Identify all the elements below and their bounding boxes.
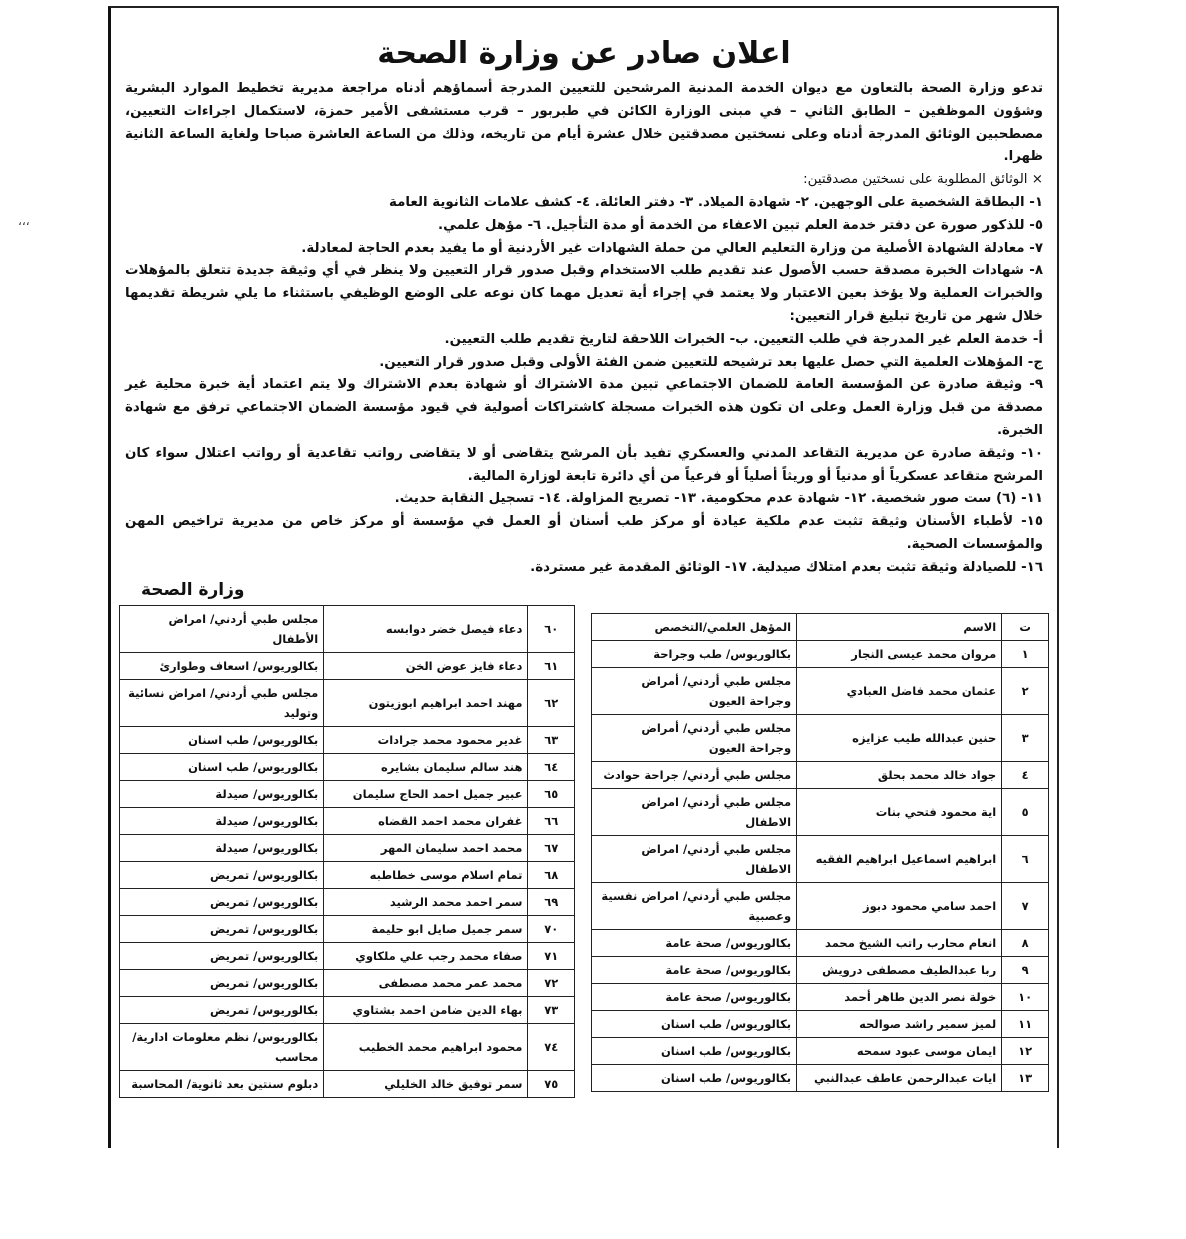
- table-row: [120, 943, 575, 970]
- table-row: [120, 606, 575, 653]
- row-name-cell: جواد خالد محمد بحلق: [797, 762, 1002, 789]
- row-qualification-cell: بكالوريوس/ طب اسنان: [592, 1038, 797, 1065]
- table-row: [592, 957, 1049, 984]
- row-qualification-cell: بكالوريوس/ صيدلة: [120, 781, 324, 808]
- announcement-sheet: [108, 6, 1059, 1148]
- row-qualification-cell: بكالوريوس/ طب اسنان: [120, 727, 324, 754]
- doc-item: ١٠- وثيقة صادرة عن مديرية التقاعد المدني والعسكري تفيد بأن المرشح يتقاضى أو لا يتقاضى رواتب تقاعدية أو رواتب اعتلال سواء كان المرشح متقاعد عسكرياً أو مدنياً أو وريثاً أصلياً أو فرعياً من أي دائرة تابعة لوزارة المالية.: [125, 445, 1043, 484]
- row-qualification-cell: بكالوريوس/ صيدلة: [120, 835, 324, 862]
- table-row: [120, 1071, 575, 1098]
- row-name-cell: عثمان محمد فاضل العبادي: [797, 668, 1002, 715]
- row-qualification-cell: بكالوريوس/ صحة عامة: [592, 957, 797, 984]
- row-number-cell: ٣: [1002, 715, 1049, 762]
- row-name-cell: محمد عمر محمد مصطفى: [324, 970, 528, 997]
- row-number-cell: ٧: [1002, 883, 1049, 930]
- doc-item: ٧- معادلة الشهادة الأصلية من وزارة التعليم العالي من حملة الشهادات غير الأردنية أو ما يفيد بعدم الحاجة لمعادلة.: [301, 240, 1043, 256]
- table-row: [120, 1024, 575, 1071]
- table-row: [592, 762, 1049, 789]
- row-name-cell: ايمان موسى عبود سمحه: [797, 1038, 1002, 1065]
- row-qualification-cell: بكالوريوس/ تمريض: [120, 970, 324, 997]
- row-name-cell: ربا عبدالطيف مصطفى درويش: [797, 957, 1002, 984]
- row-qualification-cell: مجلس طبي أردني/ امراض نفسية وعصبية: [592, 883, 797, 930]
- row-name-cell: محمود ابراهيم محمد الخطيب: [324, 1024, 528, 1071]
- row-number-cell: ١٢: [1002, 1038, 1049, 1065]
- row-number-cell: ٦: [1002, 836, 1049, 883]
- table-row: [120, 835, 575, 862]
- row-qualification-cell: بكالوريوس/ تمريض: [120, 889, 324, 916]
- table-row: [120, 680, 575, 727]
- doc-item: ٩- وثيقة صادرة عن المؤسسة العامة للضمان الاجتماعي تبين مدة الاشتراك أو شهادة بعدم الاشتراك ولا يتم اعتماد أية خبرة محلية غير مصدقة من قبل وزارة العمل وعلى ان تكون هذه الخبرات مسجلة كاشتراكات أصولية في قيود مؤسسة الضمان الاجتماعي ترفق مع شهادة الخبرة.: [125, 377, 1043, 438]
- row-qualification-cell: بكالوريوس/ تمريض: [120, 862, 324, 889]
- row-name-cell: اية محمود فتحي بنات: [797, 789, 1002, 836]
- row-number-cell: ٦١: [528, 653, 575, 680]
- table-row: [120, 754, 575, 781]
- row-qualification-cell: مجلس طبي أردني/ امراض الاطفال: [592, 836, 797, 883]
- row-name-cell: سمر جميل صايل ابو حليمة: [324, 916, 528, 943]
- table-row: [592, 930, 1049, 957]
- header-cell-name: الاسم: [797, 614, 1002, 641]
- table-row: [592, 641, 1049, 668]
- row-number-cell: ٦٢: [528, 680, 575, 727]
- table-row: [120, 862, 575, 889]
- row-name-cell: صفاء محمد رجب علي ملكاوي: [324, 943, 528, 970]
- row-number-cell: ٦٠: [528, 606, 575, 653]
- row-qualification-cell: بكالوريوس/ صيدلة: [120, 808, 324, 835]
- table-row: [120, 808, 575, 835]
- row-name-cell: دعاء فايز عوض الخن: [324, 653, 528, 680]
- table-row: [120, 916, 575, 943]
- doc-item: ١- البطاقة الشخصية على الوجهين. ٢- شهادة الميلاد. ٣- دفتر العائلة. ٤- كشف علامات الثانوية العامة: [388, 194, 1043, 210]
- row-name-cell: غدير محمود محمد جرادات: [324, 727, 528, 754]
- row-number-cell: ٧٣: [528, 997, 575, 1024]
- doc-item: ١٦- للصيادلة وثيقة تثبت بعدم امتلاك صيدلية. ١٧- الوثائق المقدمة غير مستردة.: [530, 559, 1043, 575]
- row-qualification-cell: مجلس طبي أردني/ امراض الأطفال: [120, 606, 324, 653]
- table-row: [592, 715, 1049, 762]
- row-qualification-cell: بكالوريوس/ تمريض: [120, 916, 324, 943]
- table-row: [120, 997, 575, 1024]
- row-name-cell: ابراهيم اسماعيل ابراهيم الفقيه: [797, 836, 1002, 883]
- row-qualification-cell: بكالوريوس/ نظم معلومات ادارية/ محاسب: [120, 1024, 324, 1071]
- doc-item: ٨- شهادات الخبرة مصدقة حسب الأصول عند تقديم طلب الاستخدام وقبل صدور قرار التعيين ولا ينظر في أي وثيقة جديدة تتعلق بالمؤهلات والخبرات العملية ولا يؤخذ بعين الاعتبار ولا يعتمد في إجراء أية تعديل مهما كان نوعه على الوضع الوظيفي باستثناء ما يلي شريطة تقديمها خلال شهر من تاريخ تبليغ قرار التعيين:: [125, 263, 1043, 324]
- row-name-cell: مهند احمد ابراهيم ابوزيتون: [324, 680, 528, 727]
- row-number-cell: ٥: [1002, 789, 1049, 836]
- table-row: [592, 984, 1049, 1011]
- row-number-cell: ١٠: [1002, 984, 1049, 1011]
- doc-item: ج- المؤهلات العلمية التي حصل عليها بعد ترشيحه للتعيين ضمن الفئة الأولى وقبل صدور قرار التعيين.: [379, 354, 1043, 370]
- row-number-cell: ٦٣: [528, 727, 575, 754]
- row-qualification-cell: بكالوريوس/ صحة عامة: [592, 930, 797, 957]
- table-row: [592, 883, 1049, 930]
- docs-heading: × الوثائق المطلوبة على نسختين مصدقتين:: [803, 172, 1043, 188]
- row-name-cell: دعاء فيصل خضر دوابسه: [324, 606, 528, 653]
- row-qualification-cell: مجلس طبي أردني/ امراض الاطفال: [592, 789, 797, 836]
- row-name-cell: بهاء الدين ضامن احمد بشتاوي: [324, 997, 528, 1024]
- announcement-title: اعلان صادر عن وزارة الصحة: [377, 36, 791, 71]
- row-number-cell: ٦٩: [528, 889, 575, 916]
- row-number-cell: ٦٥: [528, 781, 575, 808]
- row-qualification-cell: مجلس طبي أردني/ امراض نسائية وتوليد: [120, 680, 324, 727]
- row-qualification-cell: بكالوريوس/ صحة عامة: [592, 984, 797, 1011]
- header-cell-number: ت: [1002, 614, 1049, 641]
- row-qualification-cell: بكالوريوس/ طب اسنان: [592, 1065, 797, 1092]
- table-row: [592, 1065, 1049, 1092]
- table-row: [592, 668, 1049, 715]
- row-name-cell: حنين عبدالله طيب عزايزه: [797, 715, 1002, 762]
- row-qualification-cell: مجلس طبي أردني/ أمراض وجراحة العيون: [592, 668, 797, 715]
- row-qualification-cell: بكالوريوس/ طب اسنان: [120, 754, 324, 781]
- row-qualification-cell: بكالوريوس/ تمريض: [120, 943, 324, 970]
- row-number-cell: ١: [1002, 641, 1049, 668]
- row-qualification-cell: بكالوريوس/ طب وجراحة: [592, 641, 797, 668]
- row-name-cell: انعام محارب راتب الشيخ محمد: [797, 930, 1002, 957]
- table-row: [120, 727, 575, 754]
- row-name-cell: مروان محمد عيسى النجار: [797, 641, 1002, 668]
- doc-item: ١١- (٦) ست صور شخصية. ١٢- شهادة عدم محكومية. ١٣- تصريح المزاولة. ١٤- تسجيل النقابة حديث.: [394, 491, 1043, 507]
- table-row: [592, 789, 1049, 836]
- row-number-cell: ٦٨: [528, 862, 575, 889]
- header-cell-qualification: المؤهل العلمي/التخصص: [592, 614, 797, 641]
- row-number-cell: ١٣: [1002, 1065, 1049, 1092]
- table-row: [120, 970, 575, 997]
- row-number-cell: ٧١: [528, 943, 575, 970]
- table-row: [120, 781, 575, 808]
- row-name-cell: سمر احمد محمد الرشيد: [324, 889, 528, 916]
- row-number-cell: ٦٧: [528, 835, 575, 862]
- row-qualification-cell: دبلوم سنتين بعد ثانوية/ المحاسبة: [120, 1071, 324, 1098]
- row-number-cell: ١١: [1002, 1011, 1049, 1038]
- intro-paragraph: تدعو وزارة الصحة بالتعاون مع ديوان الخدمة المدنية المرشحين للتعيين المدرجة أسماؤهم أدناه مراجعة مديرية تخطيط الموارد البشرية وشؤون الموظفين – الطابق الثاني – في مبنى الوزارة الكائن في طبربور – قرب مستشفى الأمير حمزة، لاستكمال اجراءات التعيين، مصطحبين الوثائق المدرجة أدناه وعلى نسختين مصدقتين خلال عشرة أيام من تاريخه، وذلك من الساعة العاشرة صباحا ولغاية الساعة الثانية ظهرا.: [125, 81, 1043, 165]
- row-number-cell: ٢: [1002, 668, 1049, 715]
- table-row: [592, 1038, 1049, 1065]
- row-name-cell: غفران محمد احمد القضاه: [324, 808, 528, 835]
- row-number-cell: ٧٠: [528, 916, 575, 943]
- row-qualification-cell: بكالوريوس/ طب اسنان: [592, 1011, 797, 1038]
- row-number-cell: ٦٤: [528, 754, 575, 781]
- margin-note: ،،،: [18, 214, 30, 228]
- table-row: [120, 653, 575, 680]
- doc-item: ٥- للذكور صورة عن دفتر خدمة العلم تبين الاعفاء من الخدمة أو مدة التأجيل. ٦- مؤهل علمي.: [438, 217, 1043, 233]
- row-name-cell: احمد سامي محمود دبوز: [797, 883, 1002, 930]
- announcement-body: [125, 78, 1043, 580]
- row-qualification-cell: مجلس طبي أردني/ جراحة حوادث: [592, 762, 797, 789]
- row-name-cell: ايات عبدالرحمن عاطف عبدالنبي: [797, 1065, 1002, 1092]
- row-name-cell: محمد احمد سليمان المهر: [324, 835, 528, 862]
- ministry-signature: وزارة الصحة: [141, 580, 245, 600]
- row-qualification-cell: مجلس طبي أردني/ أمراض وجراحة العيون: [592, 715, 797, 762]
- table-row: [592, 1011, 1049, 1038]
- row-number-cell: ٨: [1002, 930, 1049, 957]
- candidates-table-left: [119, 605, 575, 1098]
- table-row: [120, 889, 575, 916]
- row-name-cell: سمر توفيق خالد الخليلي: [324, 1071, 528, 1098]
- row-number-cell: ٧٤: [528, 1024, 575, 1071]
- row-name-cell: لميز سمير راشد صوالحه: [797, 1011, 1002, 1038]
- table-row: [592, 836, 1049, 883]
- row-name-cell: هند سالم سليمان بشايره: [324, 754, 528, 781]
- row-qualification-cell: بكالوريوس/ اسعاف وطوارئ: [120, 653, 324, 680]
- row-number-cell: ٧٢: [528, 970, 575, 997]
- row-name-cell: تمام اسلام موسى خطاطبه: [324, 862, 528, 889]
- doc-item: أ- خدمة العلم غير المدرجة في طلب التعيين. ب- الخبرات اللاحقة لتاريخ تقديم طلب التعيين.: [444, 331, 1043, 347]
- row-number-cell: ٩: [1002, 957, 1049, 984]
- table-header-row: [592, 614, 1049, 641]
- row-name-cell: عبير جميل احمد الحاج سليمان: [324, 781, 528, 808]
- row-number-cell: ٧٥: [528, 1071, 575, 1098]
- row-number-cell: ٦٦: [528, 808, 575, 835]
- doc-item: ١٥- لأطباء الأسنان وثيقة تثبت عدم ملكية عيادة أو مركز طب أسنان أو العمل في مؤسسة أو مركز خاص من مديرية تراخيص المهن والمؤسسات الصحية.: [125, 514, 1043, 552]
- row-number-cell: ٤: [1002, 762, 1049, 789]
- candidates-table-right: [591, 613, 1049, 1092]
- row-name-cell: خولة نصر الدين طاهر أحمد: [797, 984, 1002, 1011]
- row-qualification-cell: بكالوريوس/ تمريض: [120, 997, 324, 1024]
